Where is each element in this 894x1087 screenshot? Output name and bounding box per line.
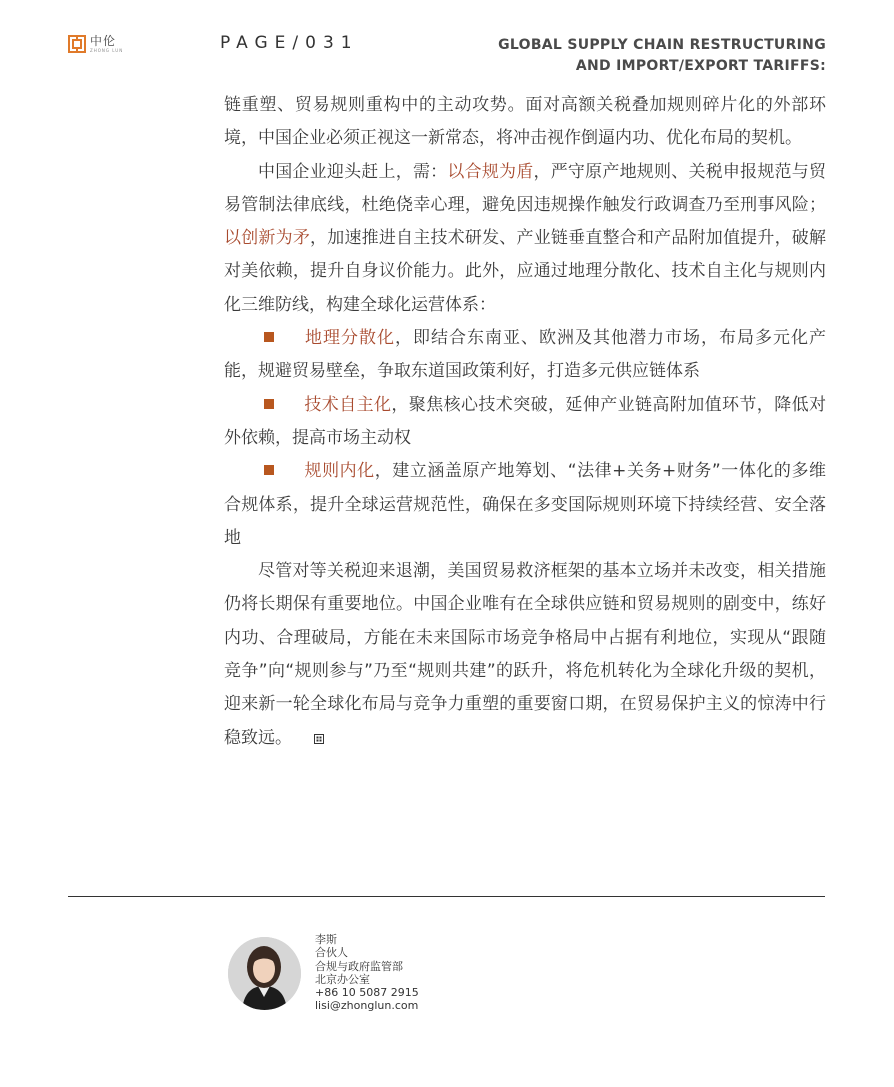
paragraph-2 bbox=[224, 156, 826, 322]
author-info bbox=[315, 933, 419, 1013]
section-title-line-2: AND IMPORT/EXPORT TARIFFS: bbox=[575, 58, 826, 74]
section-title bbox=[498, 35, 826, 77]
bullet-square-icon bbox=[264, 399, 274, 409]
bullet-highlight: 技术自主化 bbox=[304, 394, 392, 415]
bullet-text: ，聚焦核心技术突破，延伸产业链高附加值环节，降低对外依赖，提高市场主动权 bbox=[224, 394, 827, 448]
author-title: 合伙人 bbox=[315, 946, 348, 960]
bullet-item bbox=[224, 322, 826, 389]
bullet-square-icon bbox=[264, 465, 274, 475]
author-photo bbox=[228, 937, 301, 1010]
end-mark-icon bbox=[314, 734, 324, 744]
paragraph-2-text-3: ，加速推进自主技术研发、产业链垂直整合和产品附加值提升，破解对美依赖，提升自身议价能力。此外，应通过地理分散化、技术自主化与规则内化三维防线，构建全球化运营体系： bbox=[224, 228, 827, 315]
bullet-highlight: 地理分散化 bbox=[304, 328, 395, 349]
article-body bbox=[224, 89, 826, 755]
zhonglun-logo bbox=[68, 35, 123, 53]
section-title-line-1: GLOBAL SUPPLY CHAIN RESTRUCTURING bbox=[498, 37, 826, 53]
highlight-compliance-shield: 以合规为盾 bbox=[447, 161, 534, 182]
bullet-item bbox=[224, 389, 826, 456]
author-email[interactable]: lisi@zhonglun.com bbox=[315, 999, 419, 1013]
bullet-text: ，即结合东南亚、欧洲及其他潜力市场，布局多元化产能，规避贸易壁垒，争取东道国政策利好，打造多元供应链体系 bbox=[224, 328, 826, 382]
logo-chinese-text: 中伦 bbox=[90, 34, 117, 48]
author-office: 北京办公室 bbox=[315, 972, 370, 986]
author-department: 合规与政府监管部 bbox=[315, 959, 403, 973]
logo-english-text: ZHONG LUN bbox=[90, 48, 124, 53]
paragraph-3-text: 尽管对等关税迎来退潮，美国贸易救济框架的基本立场并未改变，相关措施仍将长期保有重要地位。中国企业唯有在全球供应链和贸易规则的剧变中，练好内功、合理破局，方能在未来国际市场竞争格局中占据有利地位，实现从“跟随竞争”向“规则参与”乃至“规则共建”的跃升，将危机转化为全球化升级的契机，迎来新一轮全球化布局与竞争力重塑的重要窗口期，在贸易保护主义的惊涛中行稳致远。 bbox=[224, 561, 826, 748]
paragraph-1: 链重塑、贸易规则重构中的主动攻势。面对高额关税叠加规则碎片化的外部环境，中国企业必须正视这一新常态，将冲击视作倒逼内功、优化布局的契机。 bbox=[224, 95, 826, 149]
bullet-square-icon bbox=[264, 332, 274, 342]
page-number: PAGE/031 bbox=[220, 33, 359, 53]
author-phone: +86 10 5087 2915 bbox=[315, 986, 419, 1000]
footer-divider bbox=[68, 896, 825, 897]
highlight-innovation-spear: 以创新为矛 bbox=[224, 228, 311, 249]
bullet-text: ，建立涵盖原产地筹划、“法律+关务+财务”一体化的多维合规体系，提升全球运营规范性，确保在多变国际规则环境下持续经营、安全落地 bbox=[224, 461, 827, 548]
bullet-item bbox=[224, 455, 826, 555]
author-name: 李斯 bbox=[315, 933, 337, 946]
paragraph-3 bbox=[224, 555, 826, 755]
bullet-highlight: 规则内化 bbox=[304, 461, 375, 482]
zhonglun-logo-icon bbox=[68, 35, 86, 53]
paragraph-2-text-1: 中国企业迎头赶上，需： bbox=[258, 161, 448, 182]
author-portrait-image bbox=[228, 937, 301, 1010]
paragraph-2-text-2: ，严守原产地规则、关税申报规范与贸易管制法律底线，杜绝侥幸心理，避免因违规操作触发行政调查乃至刑事风险； bbox=[224, 161, 826, 215]
